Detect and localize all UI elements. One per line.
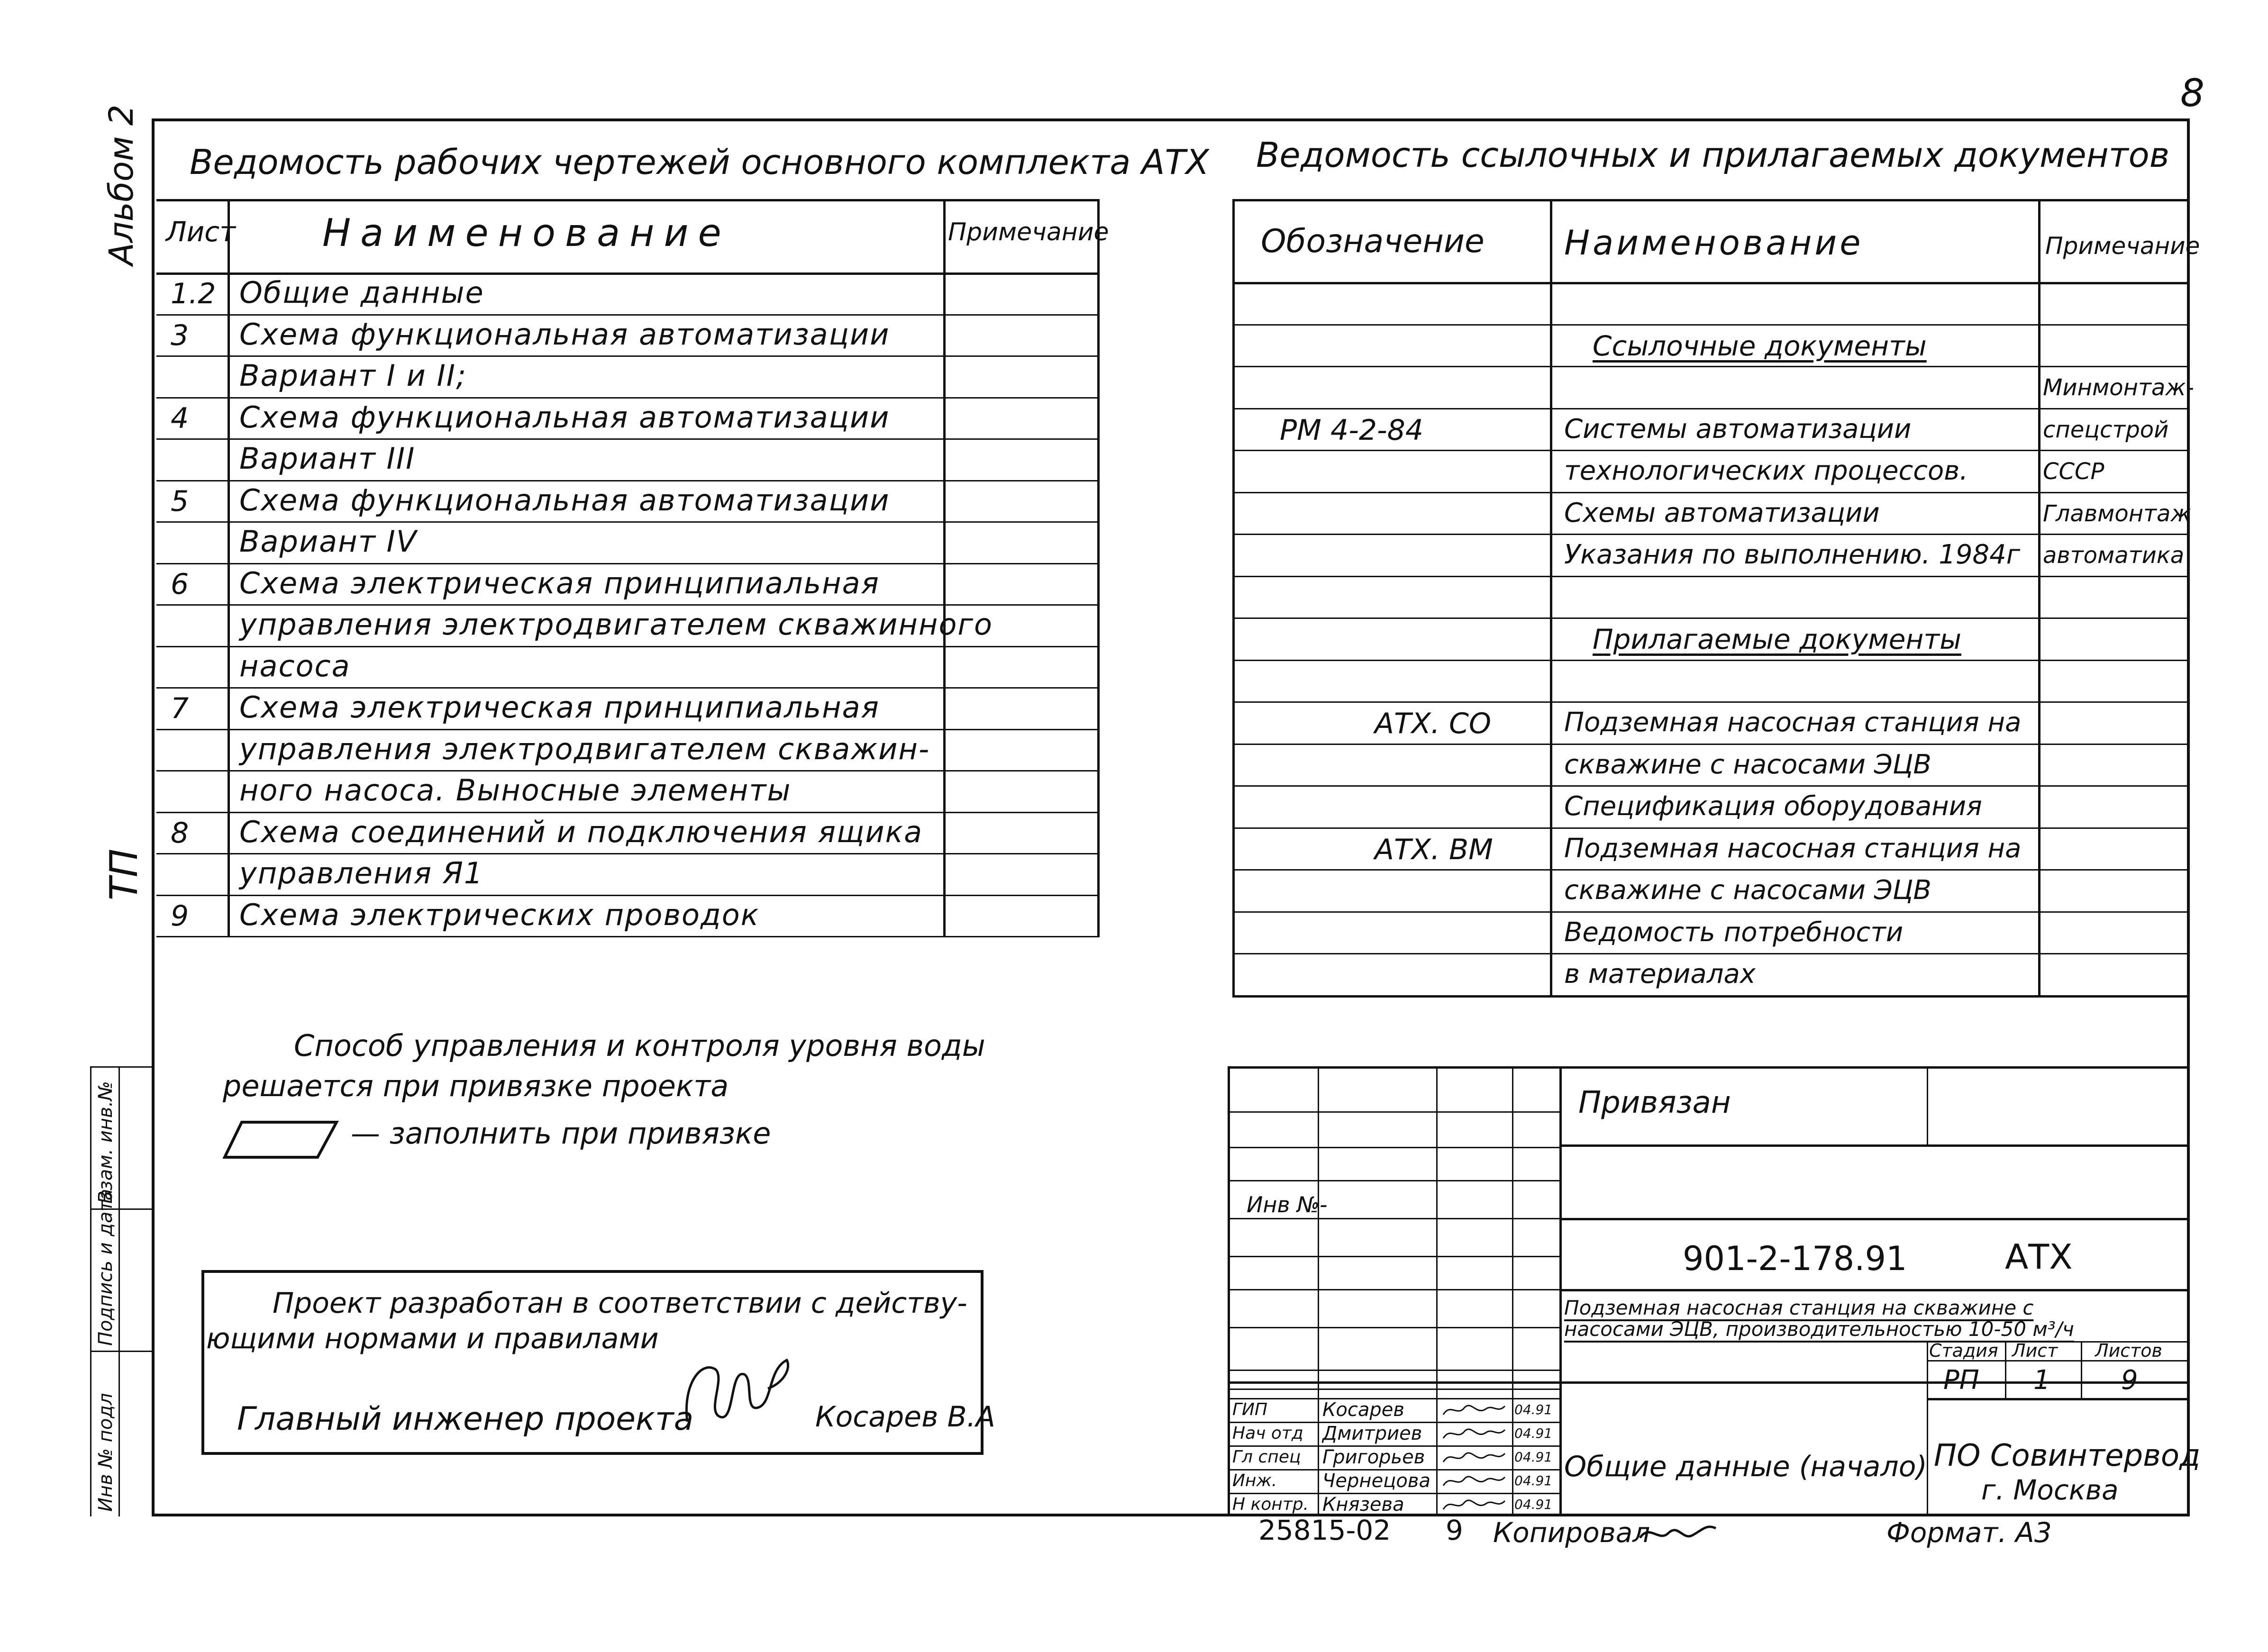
left-row-line bbox=[156, 646, 1100, 647]
margin-stamp-label-2: Подпись и дата bbox=[95, 1189, 117, 1346]
right-row-name: Системы автоматизации bbox=[1564, 413, 1912, 445]
sheets-label: Листов bbox=[2095, 1340, 2162, 1361]
left-row-name: управления электродвигателем скважинного bbox=[239, 607, 993, 642]
right-row-line bbox=[1232, 534, 2190, 535]
left-row-sheet: 5 bbox=[171, 484, 189, 518]
margin-stamp-label-3: Взам. инв.№ bbox=[95, 1081, 117, 1204]
fill-legend-text: — заполнить при привязке bbox=[351, 1116, 771, 1151]
left-row-line bbox=[156, 812, 1100, 813]
signer-name: Князева bbox=[1322, 1494, 1404, 1516]
tp-label: ТП bbox=[102, 848, 146, 900]
signer-signature-icon bbox=[1441, 1495, 1507, 1514]
sheet-label: Лист bbox=[2012, 1340, 2058, 1361]
signer-date: 04.91 bbox=[1514, 1497, 1553, 1512]
left-row-sheet: 3 bbox=[171, 318, 189, 352]
right-row-code: АТХ. ВМ bbox=[1375, 833, 1493, 866]
footer-doc-number: 25815-02 bbox=[1258, 1514, 1391, 1546]
signer-role: Гл спец bbox=[1232, 1447, 1301, 1467]
left-row-line bbox=[156, 480, 1100, 481]
left-header-name: Наименование bbox=[322, 211, 731, 255]
right-row-name: скважине с насосами ЭЦВ bbox=[1564, 875, 1931, 906]
left-row-line bbox=[156, 853, 1100, 854]
right-row-note: автоматика bbox=[2043, 542, 2185, 569]
left-table-title: Ведомость рабочих чертежей основного комплекта АТХ bbox=[190, 142, 1209, 182]
right-row-line bbox=[1232, 953, 2190, 954]
left-row-line bbox=[156, 687, 1100, 689]
chief-engineer-label: Главный инженер проекта bbox=[237, 1400, 694, 1438]
compliance-line1: Проект разработан в соответствии с действу- bbox=[273, 1287, 967, 1320]
footer-copied-label: Копировал bbox=[1493, 1516, 1650, 1549]
left-row-line bbox=[156, 355, 1100, 357]
right-header-code: Обозначение bbox=[1261, 223, 1485, 260]
right-row-line bbox=[1232, 366, 2190, 367]
organization-city: г. Москва bbox=[1981, 1474, 2119, 1506]
left-row-line bbox=[156, 895, 1100, 896]
left-table bbox=[156, 199, 1109, 936]
left-row-name: управления Я1 bbox=[239, 856, 484, 890]
left-row-name: Схема функциональная автоматизации bbox=[239, 482, 890, 517]
left-row-name: Вариант III bbox=[239, 441, 416, 476]
right-row-name: Схемы автоматизации bbox=[1564, 497, 1880, 528]
left-row-line bbox=[156, 438, 1100, 440]
margin-stamp-label-1: Инв № подл bbox=[95, 1393, 117, 1512]
right-header-note: Примечание bbox=[2045, 232, 2200, 260]
right-row-line bbox=[1232, 869, 2190, 871]
right-row-code: РМ 4-2-84 bbox=[1280, 413, 1424, 447]
right-table bbox=[1232, 199, 2200, 998]
signer-name: Чернецова bbox=[1322, 1470, 1430, 1492]
left-row-name: Вариант IV bbox=[239, 524, 418, 559]
right-row-name: скважине с насосами ЭЦВ bbox=[1564, 749, 1931, 780]
signer-signature-icon bbox=[1441, 1424, 1507, 1443]
right-row-name: Указания по выполнению. 1984г bbox=[1564, 539, 2021, 570]
signer-role: ГИП bbox=[1232, 1400, 1268, 1419]
left-header-note: Примечание bbox=[948, 218, 1109, 246]
left-row-line bbox=[156, 604, 1100, 606]
left-row-name: управления электродвигателем скважин- bbox=[239, 731, 930, 766]
left-row-name: Схема электрическая принципиальная bbox=[239, 565, 880, 600]
signer-date: 04.91 bbox=[1514, 1473, 1553, 1489]
signer-signature-icon bbox=[1441, 1448, 1507, 1467]
signer-name: Григорьев bbox=[1322, 1446, 1425, 1468]
right-row-name: Спецификация оборудования bbox=[1564, 791, 1982, 822]
right-row-line bbox=[1232, 911, 2190, 913]
right-row-name: Подземная насосная станция на bbox=[1564, 707, 2022, 738]
footer-sheet-number: 9 bbox=[1446, 1514, 1463, 1546]
organization: ПО Совинтервод bbox=[1934, 1438, 2201, 1473]
right-row-line bbox=[1232, 660, 2190, 661]
signer-date: 04.91 bbox=[1514, 1449, 1553, 1465]
page-number: 8 bbox=[2180, 71, 2204, 115]
left-row-line bbox=[156, 563, 1100, 564]
signer-role: Н контр. bbox=[1232, 1495, 1309, 1514]
tied-label: Привязан bbox=[1578, 1085, 1731, 1120]
right-row-section-heading: Ссылочные документы bbox=[1593, 329, 1927, 362]
right-header-name: Наименование bbox=[1564, 223, 1864, 263]
left-row-name: Схема функциональная автоматизации bbox=[239, 399, 890, 435]
left-row-name: Схема электрическая принципиальная bbox=[239, 690, 880, 725]
right-row-name: технологических процессов. bbox=[1564, 455, 1968, 486]
right-row-line bbox=[1232, 492, 2190, 493]
signer-name: Косарев bbox=[1322, 1399, 1404, 1421]
control-note-line1: Способ управления и контроля уровня воды bbox=[294, 1028, 985, 1063]
right-row-note: Главмонтаж bbox=[2043, 500, 2191, 527]
sheet-value: 1 bbox=[2033, 1365, 2050, 1396]
right-row-name: в материалах bbox=[1564, 959, 1756, 989]
right-row-section-heading: Прилагаемые документы bbox=[1593, 623, 1961, 655]
right-row-note: спецстрой bbox=[2043, 416, 2169, 443]
left-row-sheet: 6 bbox=[171, 567, 189, 601]
album-label: Альбом 2 bbox=[102, 104, 141, 265]
left-row-sheet: 7 bbox=[171, 692, 189, 725]
signer-date: 04.91 bbox=[1514, 1402, 1553, 1417]
chief-engineer-signature-icon bbox=[673, 1341, 796, 1436]
left-row-name: Вариант I и II; bbox=[239, 358, 467, 393]
left-row-line bbox=[156, 521, 1100, 523]
sheets-value: 9 bbox=[2121, 1365, 2138, 1396]
left-row-name: насоса bbox=[239, 648, 351, 683]
right-row-line bbox=[1232, 701, 2190, 703]
designation: 901-2-178.91 bbox=[1683, 1239, 1907, 1278]
right-row-line bbox=[1232, 324, 2190, 326]
left-row-name: Схема электрических проводок bbox=[239, 897, 760, 932]
left-row-name: Схема функциональная автоматизации bbox=[239, 317, 890, 352]
inv-label: Инв №- bbox=[1247, 1192, 1328, 1217]
right-row-line bbox=[1232, 785, 2190, 787]
left-header-sheet: Лист bbox=[166, 216, 236, 248]
left-row-name: Схема соединений и подключения ящика bbox=[239, 814, 923, 849]
sheet-title: Общие данные (начало) bbox=[1564, 1450, 1927, 1483]
left-row-sheet: 8 bbox=[171, 816, 189, 850]
signer-signature-icon bbox=[1441, 1400, 1507, 1419]
right-row-name: Подземная насосная станция на bbox=[1564, 833, 2022, 864]
stage-label: Стадия bbox=[1929, 1340, 1998, 1361]
footer-format: Формат. А3 bbox=[1886, 1516, 2052, 1549]
left-row-sheet: 4 bbox=[171, 401, 189, 435]
right-row-line bbox=[1232, 450, 2190, 451]
compliance-line2: ющими нормами и правилами bbox=[206, 1322, 659, 1355]
right-row-note: СССР bbox=[2043, 458, 2104, 485]
stage-value: РП bbox=[1943, 1365, 1979, 1396]
right-table-title: Ведомость ссылочных и прилагаемых документов bbox=[1256, 135, 2170, 175]
project-code: АТХ bbox=[2005, 1237, 2073, 1277]
right-row-line bbox=[1232, 617, 2190, 619]
signer-date: 04.91 bbox=[1514, 1425, 1553, 1441]
left-row-line bbox=[156, 729, 1100, 730]
left-row-sheet: 9 bbox=[171, 899, 189, 933]
right-row-line bbox=[1232, 744, 2190, 745]
title-block bbox=[1228, 1066, 2201, 1516]
left-row-sheet: 1.2 bbox=[171, 277, 216, 310]
left-row-line bbox=[156, 770, 1100, 772]
signer-name: Дмитриев bbox=[1322, 1423, 1422, 1444]
signer-role: Нач отд bbox=[1232, 1424, 1303, 1443]
right-row-line bbox=[1232, 576, 2190, 577]
control-note-line2: решается при привязке проекта bbox=[223, 1069, 729, 1103]
right-row-code: АТХ. СО bbox=[1375, 707, 1492, 740]
right-row-name: Ведомость потребности bbox=[1564, 917, 1904, 948]
left-row-name: Общие данные bbox=[239, 275, 484, 310]
left-row-name: ного насоса. Выносные элементы bbox=[239, 773, 792, 808]
left-row-line bbox=[156, 397, 1100, 399]
right-row-line bbox=[1232, 827, 2190, 829]
signer-role: Инж. bbox=[1232, 1471, 1277, 1490]
right-row-line bbox=[1232, 408, 2190, 409]
project-title-line2: насосами ЭЦВ, производительностью 10-50 м³/ч bbox=[1564, 1317, 2074, 1341]
signer-signature-icon bbox=[1441, 1471, 1507, 1490]
left-row-line bbox=[156, 936, 1100, 937]
fill-legend-parallelogram-icon bbox=[223, 1118, 341, 1161]
project-title-line1: Подземная насосная станция на скважине с bbox=[1564, 1296, 2034, 1319]
left-row-line bbox=[156, 314, 1100, 316]
right-row-note: Минмонтаж- bbox=[2043, 374, 2194, 401]
copier-signature-icon bbox=[1635, 1514, 1721, 1552]
chief-engineer-name: Косарев В.А bbox=[815, 1400, 995, 1434]
